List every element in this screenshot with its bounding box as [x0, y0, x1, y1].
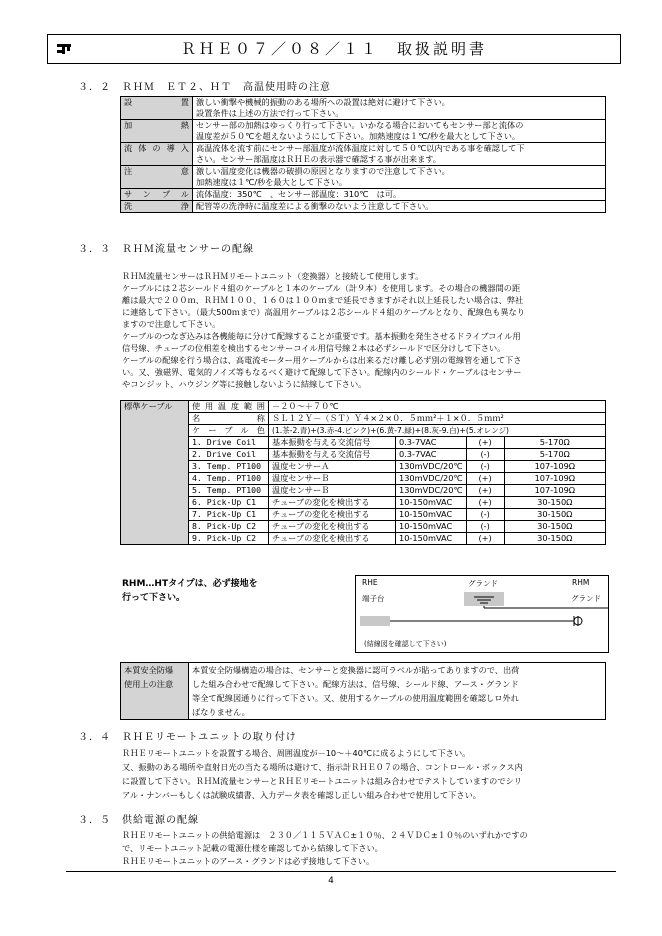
text-line: ますので注意して下さい。 [122, 319, 221, 329]
wiring-lines-icon [356, 576, 608, 652]
wire-polarity: (-) [466, 521, 504, 533]
wire-row [121, 533, 606, 545]
text-line: ＲＨＥリモートユニットのアース・グランドは必ず接地して下さい。 [122, 856, 375, 866]
row-text: 激しい温度変化は機器の破損の原因となりますので注意して下さい。 [196, 166, 450, 176]
section-3-4-heading: ３．４ ＲＨＥリモートユニットの取り付け [78, 732, 297, 743]
wire-desc: 温度センサーＢ [269, 485, 396, 497]
wire-resistance: 107-109Ω [504, 473, 605, 485]
row-text: 高温流体を流す前にセンサー部温度が流体温度に対して５０℃以内である事を確認して下 [196, 143, 525, 153]
ground-terminal-block [464, 592, 504, 606]
ground-center-label: グランド [468, 579, 498, 588]
wire-desc: チューブの変化を検出する [269, 497, 396, 509]
wire-no: 2. Drive Coil [189, 449, 269, 461]
wire-resistance: 107-109Ω [504, 461, 605, 473]
color-label: ケーブル色 [189, 425, 269, 437]
name-value: ＳＬ１２Ｙ－（ＳＴ）Ｙ４×２×０．５ｍｍ²＋１×０．５ｍｍ² [269, 413, 606, 425]
wire-signal: 0.3-7VAC [396, 449, 467, 461]
text-line: に連絡して下さい。（最大500ｍまで）高温用ケーブルは２芯シールド４組のケーブルとなり、配線色も異なり [122, 307, 525, 317]
text-line: で、リモートユニット記載の電源仕様を確認してから結線して下さい。 [122, 843, 383, 853]
wire-polarity: (+) [466, 497, 504, 509]
text-line: ケーブルのつなぎ込みは各機能毎に分けて配線することが重要です。基本振動を発生させるドライブコイル用 [122, 331, 521, 341]
safety-line: した組み合わせで配線して下さい。配線方法は、信号線、シールド線、アース・グランド [192, 679, 519, 689]
wire-row [121, 473, 606, 485]
safety-line: 等全て配線図通りに行って下さい。又、使用するケーブルの使用温度範囲を確認しロ外れ [192, 693, 519, 703]
row-label: 設 置 [121, 97, 193, 120]
section-3-5-heading: ３．５ 供給電源の配線 [78, 815, 199, 826]
wire-polarity: (+) [466, 533, 504, 545]
wire-desc: チューブの変化を検出する [269, 533, 396, 545]
header-box [47, 34, 621, 64]
rhe-install-text [122, 746, 523, 802]
table-row [121, 663, 606, 720]
row-text: 激しい衝撃や機械的振動のある場所への設置は絶対に避けて下さい。 [196, 97, 450, 107]
row-text: 流体温度：350℃ 、センサー部温度：310℃ は可。 [193, 189, 606, 201]
text-line: ケーブルには２芯シールド４組のケーブルと１本のケーブル（計９本）を使用します。その場合の機器間の距 [122, 283, 521, 293]
wire-resistance: 30-150Ω [504, 509, 605, 521]
wire-resistance: 30-150Ω [504, 533, 605, 545]
table-row [121, 143, 606, 166]
wire-signal: 130mVDC/20℃ [396, 461, 467, 473]
wire-no: 9. Pick-Up C2 [189, 533, 269, 545]
wire-resistance: 30-150Ω [504, 497, 605, 509]
wire-desc: 基本振動を与える交流信号 [269, 437, 396, 449]
cable-spec-table [120, 400, 606, 545]
wire-polarity: (-) [466, 449, 504, 461]
wire-signal: 130mVDC/20℃ [396, 485, 467, 497]
text-line: ＲＨＥリモートユニットの供給電源は ２３０／１１５ＶＡＣ±１０％、２４ＶＤＣ±１０％のいずれかですの [122, 830, 528, 840]
text-line: アル・ナンバーもしくは試験成績書、入力データ表を確認し正しい組み合わせで使用して下さい。 [122, 790, 481, 800]
wire-row [121, 449, 606, 461]
safety-line: ばなりません。 [192, 707, 250, 717]
table-row [121, 120, 606, 143]
color-value: (1.茶-2.青)+(3.赤-4.ピンク)+(6.黄-7.緑)+(8.灰-9.白)+(5.オレンジ) [269, 425, 606, 437]
wire-desc: 基本振動を与える交流信号 [269, 449, 396, 461]
wire-polarity: (+) [466, 485, 504, 497]
wire-row [121, 461, 606, 473]
row-text: さい。センサー部温度はＲＨＥの表示器で確認する事が出来ます。 [196, 154, 441, 164]
wire-no: 6. Pick-Up C1 [189, 497, 269, 509]
page-title: ＲＨＥ０７／０８／１１ 取扱説明書 [180, 40, 487, 58]
text-line: ＲＨＥリモートユニットを設置する場合、周囲温度が－10～＋40℃に成るようにして下さい。 [122, 748, 471, 758]
section-3-3-heading: ３．３ ＲＨＭ流量センサーの配線 [78, 244, 254, 255]
wire-signal: 10-150mVAC [396, 509, 467, 521]
temp-value: －２０～＋７０℃ [269, 401, 606, 413]
table-row [121, 97, 606, 120]
row-label: 加 熱 [121, 120, 193, 143]
text-line: やコンジット、ハウジング等に接触しないように結線して下さい。 [122, 379, 367, 389]
ground-note-line: RHM…HTタイプは、必ず接地を [122, 579, 258, 589]
table-row [121, 425, 606, 437]
wire-signal: 10-150mVAC [396, 521, 467, 533]
text-line: ケーブルの配線を行う場合は、高電流モーター用ケーブルからは出来るだけ離し必ず別の電線管を通して下さ [122, 355, 522, 365]
row-text: 設置条件は上述の方法で行って下さい。 [196, 108, 344, 118]
row-label: サンプル [121, 189, 193, 201]
rhe-label: RHE [362, 578, 378, 587]
terminal-label: 端子台 [362, 594, 385, 603]
row-text: 加熱速度は１℃/秒を最大として下さい。 [196, 177, 348, 187]
high-temp-caution-table [120, 96, 606, 213]
wire-polarity: (+) [466, 437, 504, 449]
wire-no: 4. Temp. PT100 [189, 473, 269, 485]
wire-signal: 130mVDC/20℃ [396, 473, 467, 485]
row-text: 温度差が５０℃を超えないようにして下さい。加熱速度は１℃/秒を最大として下さい。 [196, 131, 521, 141]
intrinsic-safety-table [120, 662, 606, 720]
safety-line: 本質安全防爆構造の場合は、センサーと変換器に認可ラベルが貼ってありますので、出荷 [192, 665, 520, 675]
wire-no: 8. Pick-Up C2 [189, 521, 269, 533]
temp-label: 使用温度範囲 [189, 401, 269, 413]
wire-signal: 10-150mVAC [396, 533, 467, 545]
text-line: い。又、強磁界、電気的ノイズ等もなるべく避けて配線して下さい。配線内のシールド・ケーブルはセンサー [122, 367, 522, 377]
safety-label-line: 本質安全防爆 [124, 665, 174, 675]
wire-polarity: (-) [466, 509, 504, 521]
wire-no: 5. Temp. PT100 [189, 485, 269, 497]
page-number: 4 [328, 876, 334, 886]
wire-row [121, 437, 606, 449]
safety-text [189, 663, 606, 720]
table-row [121, 413, 606, 425]
wire-resistance: 5-170Ω [504, 437, 605, 449]
table-row [121, 166, 606, 189]
text-line: 信号線、チューブの位相差を検出するセンサーコイル用信号線２本は必ずシールドで区分けして下さい。 [122, 343, 506, 353]
text-line: に設置して下さい。ＲＨＭ流量センサーとＲＨＥリモートユニットは組み合わせでテストしていますのでシリ [122, 776, 522, 786]
text-line: 離は最大で２００ｍ、ＲＨＭ１００、１６０は１００ｍまで延長できますがそれ以上延長したい場合は、弊社 [122, 295, 524, 305]
footer-rule [66, 871, 616, 872]
table-row [121, 401, 606, 413]
wire-row [121, 509, 606, 521]
wire-no: 7. Pick-Up C1 [189, 509, 269, 521]
wire-row [121, 497, 606, 509]
wire-resistance: 107-109Ω [504, 485, 605, 497]
wiring-diagram [355, 575, 609, 653]
wire-row [121, 521, 606, 533]
wire-no: 1. Drive Coil [189, 437, 269, 449]
text-line: ＲＨＭ流量センサーはＲＨＭリモートユニット（変換器）と接続して使用します。 [122, 271, 424, 281]
wire-polarity: (+) [466, 473, 504, 485]
wiring-paragraph [122, 270, 525, 390]
wire-row [121, 485, 606, 497]
wire-resistance: 30-150Ω [504, 521, 605, 533]
safety-label-line: 使用上の注意 [124, 679, 174, 689]
wire-signal: 0.3-7VAC [396, 437, 467, 449]
section-3-2-heading: ３．２ ＲＨＭ ＥＴ２、ＨＴ 高温使用時の注意 [78, 82, 331, 93]
table-row [121, 189, 606, 201]
power-wiring-text [122, 829, 528, 868]
table-row [121, 201, 606, 213]
wire-signal: 10-150mVAC [396, 497, 467, 509]
name-label: 名 称 [189, 413, 269, 425]
ground-note [122, 577, 258, 605]
wire-desc: 温度センサーＢ [269, 473, 396, 485]
ground-note-line: 行って下さい。 [122, 593, 186, 603]
wire-desc: チューブの変化を検出する [269, 509, 396, 521]
cable-label: 標準ケーブル [121, 401, 189, 545]
row-label: 注 意 [121, 166, 193, 189]
ground-right-label: グランド [571, 594, 601, 603]
row-text: センサー部の加熱はゆっくり行って下さい。いかなる場合においてもセンサー部と流体の [196, 120, 524, 130]
wire-desc: 温度センサーＡ [269, 461, 396, 473]
text-line: 又、振動のある場所や直射日光の当たる場所は避けて、指示計ＲＨＥ０７の場合、コントロール・ボックス内 [122, 762, 523, 772]
terminal-block [360, 616, 390, 626]
diagram-caption: (結線図を確認して下さい) [364, 640, 447, 648]
safety-label [121, 663, 189, 720]
wire-no: 3. Temp. PT100 [189, 461, 269, 473]
wire-desc: チューブの変化を検出する [269, 521, 396, 533]
rhm-label: RHM [572, 578, 590, 587]
wire-resistance: 5-170Ω [504, 449, 605, 461]
row-label: 洗 浄 [121, 201, 193, 213]
row-label: 流体の導入 [121, 143, 193, 166]
row-text: 配管等の洗浄時に温度差による衝撃のないよう注意して下さい。 [193, 201, 606, 213]
wire-polarity: (-) [466, 461, 504, 473]
